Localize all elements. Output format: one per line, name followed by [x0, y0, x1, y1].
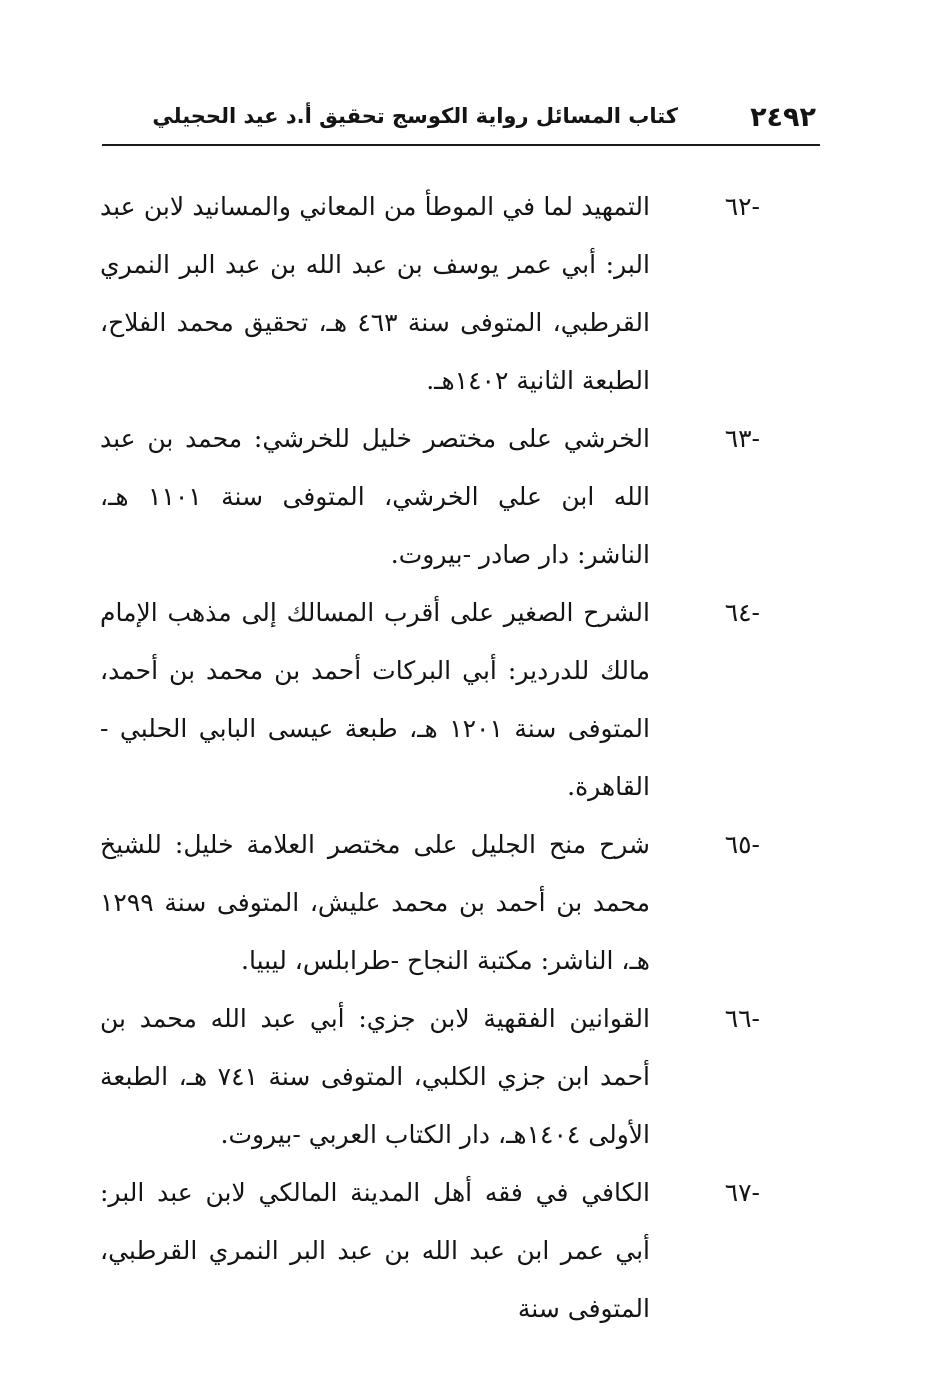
entry-number: -٦٥	[724, 830, 760, 859]
running-title: كتاب المسائل رواية الكوسج تحقيق أ.د عيد الحجيلي	[152, 104, 678, 128]
page-header	[102, 96, 820, 142]
entry-number: -٦٧	[724, 1178, 760, 1207]
entry-number: -٦٦	[724, 1004, 760, 1033]
bibliography-entry	[100, 178, 760, 410]
entry-number: -٦٣	[724, 424, 760, 453]
bibliography-entry	[100, 990, 760, 1164]
entry-text: التمهيد لما في الموطأ من المعاني والمسانيد لابن عبد البر: أبي عمر يوسف بن عبد الله بن عبد البر النمري القرطبي، المتوفى سنة ٤٦٣ هـ، تحقيق محمد الفلاح، الطبعة الثانية ١٤٠٢هـ.	[100, 192, 650, 395]
entry-text: الشرح الصغير على أقرب المسالك إلى مذهب الإمام مالك للدردير: أبي البركات أحمد بن محمد بن أحمد، المتوفى سنة ١٢٠١ هـ، طبعة عيسى البابي الحلبي - القاهرة.	[100, 598, 650, 801]
entry-text: الخرشي على مختصر خليل للخرشي: محمد بن عبد الله ابن علي الخرشي، المتوفى سنة ١١٠١ هـ، الناشر: دار صادر -بيروت.	[100, 424, 650, 569]
bibliography-list	[100, 178, 760, 1338]
bibliography-entry	[100, 1164, 760, 1338]
entry-text: شرح منح الجليل على مختصر العلامة خليل: للشيخ محمد بن أحمد بن محمد عليش، المتوفى سنة ١٢٩٩ هـ، الناشر: مكتبة النجاح -طرابلس، ليبيا.	[100, 830, 650, 975]
entry-number: -٦٢	[724, 192, 760, 221]
entry-text: الكافي في فقه أهل المدينة المالكي لابن عبد البر: أبي عمر ابن عبد الله بن عبد البر النمري القرطبي، المتوفى سنة	[100, 1178, 650, 1323]
bibliography-entry	[100, 584, 760, 816]
entry-text: القوانين الفقهية لابن جزي: أبي عبد الله محمد بن أحمد ابن جزي الكلبي، المتوفى سنة ٧٤١ هـ، الطبعة الأولى ١٤٠٤هـ، دار الكتاب العربي -بيروت.	[100, 1004, 650, 1149]
entry-number: -٦٤	[724, 598, 760, 627]
page-number: ٢٤٩٢	[750, 102, 816, 133]
bibliography-entry	[100, 410, 760, 584]
bibliography-entry	[100, 816, 760, 990]
header-divider	[102, 144, 820, 146]
